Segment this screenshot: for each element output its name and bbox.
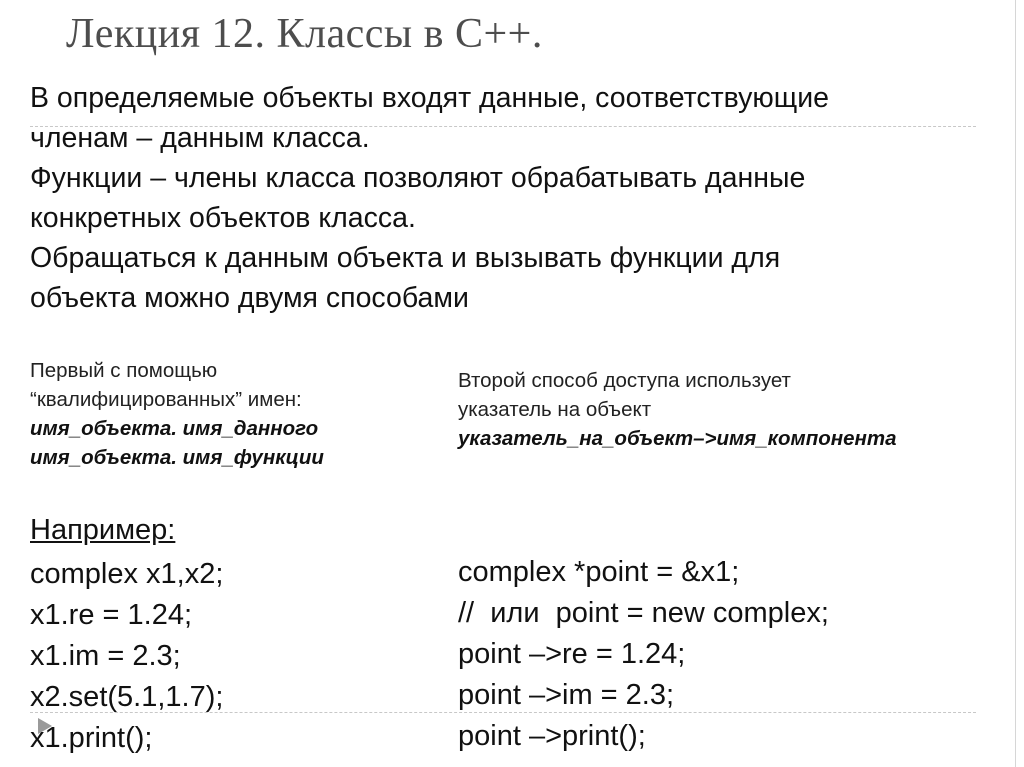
intro-text xyxy=(30,78,1000,318)
right-desc-line: указатель на объект xyxy=(458,398,652,421)
intro-line: конкретных объектов класса. xyxy=(30,202,416,234)
code-line: x1.re = 1.24; xyxy=(30,599,193,631)
code-line: point –>im = 2.3; xyxy=(458,679,675,711)
triangle-bullet-icon xyxy=(38,718,52,734)
left-desc-line: “квалифицированных” имен: xyxy=(30,388,302,411)
intro-line: Обращаться к данным объекта и вызывать функции для xyxy=(30,242,781,274)
right-method-description xyxy=(458,366,1018,453)
intro-line: В определяемые объекты входят данные, соответствующие xyxy=(30,82,829,114)
code-line: point –>print(); xyxy=(458,720,646,752)
left-method-description xyxy=(30,356,430,472)
left-syntax-line: имя_объекта. имя_функции xyxy=(30,446,324,469)
code-line: x1.print(); xyxy=(30,722,153,754)
code-line: x2.set(5.1,1.7); xyxy=(30,681,224,713)
right-syntax-line: указатель_на_объект–>имя_компонента xyxy=(458,427,897,450)
right-code-block xyxy=(458,552,829,757)
left-code-block xyxy=(30,554,223,759)
left-syntax-line: имя_объекта. имя_данного xyxy=(30,417,319,440)
code-line: point –>re = 1.24; xyxy=(458,638,686,670)
slide-title: Лекция 12. Классы в С++. xyxy=(66,11,543,57)
code-line: complex x1,x2; xyxy=(30,558,224,590)
right-desc-line: Второй способ доступа использует xyxy=(458,369,791,392)
left-desc-line: Первый с помощью xyxy=(30,359,218,382)
intro-line: членам – данным класса. xyxy=(30,122,370,154)
code-line: // или point = new complex; xyxy=(458,597,829,629)
intro-line: Функции – члены класса позволяют обрабатывать данные xyxy=(30,162,806,194)
code-line: complex *point = &x1; xyxy=(458,556,740,588)
example-heading: Например: xyxy=(30,514,176,546)
intro-line: объекта можно двумя способами xyxy=(30,282,469,314)
code-line: x1.im = 2.3; xyxy=(30,640,181,672)
